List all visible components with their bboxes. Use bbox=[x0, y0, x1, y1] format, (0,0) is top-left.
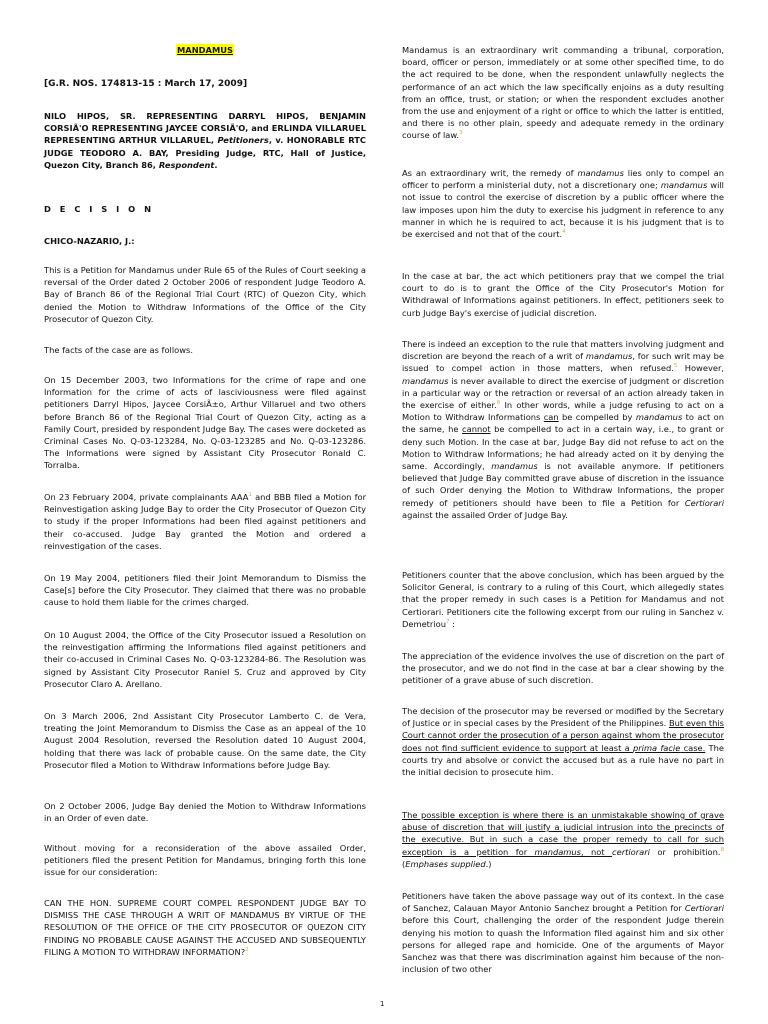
text-run: Certiorari bbox=[684, 497, 724, 508]
text-run: : bbox=[449, 618, 455, 629]
footnote-marker: 2 bbox=[245, 947, 249, 954]
doc-title: MANDAMUS bbox=[177, 45, 233, 55]
text-run: can bbox=[543, 412, 559, 423]
text-run: certiorari bbox=[612, 846, 650, 857]
text-run: or prohibition. bbox=[649, 846, 721, 857]
text-run: But even this Court cannot order the prosecution of a person against whom the prosecutor does not find sufficient evidence to support at least a bbox=[402, 718, 724, 753]
text-run: However, bbox=[677, 363, 725, 374]
text-run: NILO HIPOS, SR. REPRESENTING DARRYL HIPOS, BENJAMIN CORSIÃ'O REPRESENTING JAYCEE CORSIÃ'O, and ERLINDA VILLARUEL REPRESENTING ARTHUR VILLARUEL, bbox=[44, 111, 366, 146]
text-run: mandamus bbox=[577, 168, 624, 178]
paragraph: On 3 March 2006, 2nd Assistant City Prosecutor Lamberto C. de Vera, treating the Joint Memorandum to Dismiss the Case as an appeal of the 10 August 2004 Resolution, reversed the Resolution dated 10 August 2004, holding that there was lack of probable cause. On the same date, the City Prosecutor filed a Motion to Withdraw Informations before Judge Bay. bbox=[44, 711, 366, 770]
paragraph: On 23 February 2004, private complainants AAA$^1$ and BBB filed a Motion for Reinvestigation asking Judge Bay to order the City Prosecutor of Quezon City to study if the proper Informations had been filed against petitioners and their co-accused. Judge Bay granted the Motion and ordered a reinvestigation of the cases. bbox=[44, 492, 366, 551]
paragraph bbox=[402, 890, 724, 975]
paragraph bbox=[402, 167, 724, 240]
issue-paragraph: CAN THE HON. SUPREME COURT COMPEL RESPONDENT JUDGE BAY TO DISMISS THE CASE THROUGH A WRIT OF MANDAMUS BY VIRTUE OF THE RESOLUTION OF THE OFFICE OF THE CITY PROSECUTOR OF QUEZON CITY FINDING NO PROBABLE CAUSE AGAINST THE ACCUSED AND SUBSEQUENTLY FILING A MOTION TO WITHDRAW INFORMATION?$^2$ bbox=[44, 898, 366, 957]
text-run: The possible exception is where there is an unmistakable showing of grave abuse of discretion that will justify a judicial intrusion into the precincts of the executive. But in such a case the proper remedy to call for such exception is a petition for bbox=[402, 810, 724, 857]
text-run: mandamus bbox=[402, 375, 449, 386]
paragraph: This is a Petition for Mandamus under Rule 65 of the Rules of Court seeking a reversal of the Order dated 2 October 2006 of respondent Judge Teodoro A. Bay of Branch 86 of the Regional Trial Court (RTC) of Quezon City, which denied the Motion to Withdraw Informations of the Office of the City Prosecutor of Quezon City. bbox=[44, 265, 366, 324]
text-run: . bbox=[214, 159, 218, 170]
footnote-marker: 3 bbox=[459, 130, 463, 137]
paragraph: In the case at bar, the act which petitioners pray that we compel the trial court to do is to grant the Office of the City Prosecutor's Motion for Withdrawal of Informations against petitioners. In effect, petitioners seek to curb Judge Bay's exercise of judicial discretion. bbox=[402, 271, 724, 318]
footnote-marker: 6 bbox=[496, 400, 501, 407]
text-run: HONORABLE RTC JUDGE TEODORO A. BAY, Presiding Judge, RTC, Hall of Justice, Quezon City, Branch 86, bbox=[44, 135, 366, 170]
text-run: mandamus bbox=[635, 412, 683, 423]
text-run: to act on the same, he bbox=[402, 412, 725, 435]
paragraph: On 10 August 2004, the Office of the City Prosecutor issued a Resolution on the reinvestigation affirming the Informations filed against petitioners and their co-accused in Criminal Cases No. Q-03-123284-86. The Resolution was signed by Assistant City Prosecutor Raniel S. Cruz and approved by City Prosecutor Claro A. Arellano. bbox=[44, 630, 366, 689]
text-run: ( bbox=[402, 858, 406, 869]
text-run: .) bbox=[485, 858, 492, 869]
decision-heading: D E C I S I O N bbox=[44, 204, 155, 214]
quoted-paragraph: The appreciation of the evidence involves the use of discretion on the part of the prosecutor, and we do not find in the case at bar a clear showing by the petitioner of a grave abuse of such discretion. bbox=[402, 651, 724, 686]
text-run: In other words, while a judge refusing to act on a Motion to Withdraw Informations bbox=[402, 400, 724, 423]
text-run: The decision of the prosecutor may be reversed or modified by the Secretary of Justice or in special cases by the President of the Philippines. bbox=[402, 706, 724, 729]
text-run: lies only to compel an officer to perform a ministerial duty, not a discretionary one; bbox=[402, 168, 724, 191]
text-run: will not issue to control the exercise of discretion by a public officer where the law imposes upon him the duty to exercise his judgment in reference to any manner in which he is required to act, because it is his judgment that is to be exercised and not that of the court. bbox=[402, 180, 724, 240]
quoted-paragraph bbox=[402, 809, 724, 870]
text-run: is not available anymore. If petitioners believed that Judge Bay committed grave abuse of discretion in the issuance of such Order denying the Motion to Withdraw Informations, the proper remedy of petitioners should have been to file a Petition for bbox=[402, 461, 724, 508]
paragraph: Without moving for a reconsideration of the above assailed Order, petitioners filed the present Petition for Mandamus, bringing forth this lone issue for our consideration: bbox=[44, 843, 366, 878]
text-run: mandamus bbox=[585, 351, 633, 362]
paragraph bbox=[402, 338, 724, 521]
text-run: prima facie bbox=[632, 742, 681, 753]
text-run: Certiorari bbox=[684, 903, 724, 914]
text-run: be compelled to act in a certain way, i.e., to grant or deny such Motion. In the case at bar, Judge Bay did not refuse to act on the Motion to Withdraw Informations; he had already acted on it by denying the same. Accordingly, bbox=[402, 424, 724, 472]
page-number: 1 bbox=[380, 1000, 385, 1008]
text-run: Respondent bbox=[158, 159, 215, 170]
text-run: mandamus bbox=[491, 461, 538, 472]
text-run: Petitioners bbox=[217, 135, 269, 146]
text-run: , not bbox=[580, 846, 613, 857]
text-run: be compelled by bbox=[558, 412, 636, 423]
text-run: The courts try and absolve or convict the accused but as a rule have no part in the initial decision to prosecute him. bbox=[402, 742, 724, 778]
paragraph: The facts of the case are as follows. bbox=[44, 345, 193, 355]
footnote-marker: 8 bbox=[720, 846, 725, 853]
paragraph: On 2 October 2006, Judge Bay denied the Motion to Withdraw Informations in an Order of even date. bbox=[44, 801, 366, 824]
text-run: Emphases supplied bbox=[405, 858, 486, 869]
paragraph bbox=[402, 569, 724, 630]
parties bbox=[44, 110, 366, 171]
paragraph: Mandamus is an extraordinary writ commanding a tribunal, corporation, board, officer or person, immediately or at some other specified time, to do the act required to be done, when the respondent unlawfully neglects the performance of an act which the law specifically enjoins as a duty resulting from an office, trust, or station; or when the respondent excludes another from the use and enjoyment of a right or office to which the latter is entitled, and there is no other plain, speedy and adequate remedy in the ordinary course of law.$^3$ bbox=[402, 45, 724, 141]
footnote-marker: 7 bbox=[445, 619, 450, 626]
text-run: against the assailed Order of Judge Bay. bbox=[402, 509, 568, 520]
text-run: , for such writ may be issued to compel action in those matters, when refused. bbox=[402, 351, 725, 374]
text-run: Petitioners have taken the above passage way out of its context. In the case of Sanchez, Calauan Mayor Antonio Sanchez brought a Petition for bbox=[402, 891, 724, 914]
paragraph: On 19 May 2004, petitioners filed their Joint Memorandum to Dismiss the Case[s] before the City Prosecutor. They claimed that there was no probable cause to hold them liable for the crimes charged. bbox=[44, 573, 366, 608]
text-run: There is indeed an exception to the rule that matters involving judgment and discretion are beyond the reach of a writ of bbox=[402, 339, 724, 362]
text-run: cannot bbox=[462, 424, 491, 435]
footnote-marker: 4 bbox=[562, 229, 566, 236]
text-run: mandamus bbox=[534, 846, 581, 857]
text-run: Petitioners counter that the above conclusion, which has been argued by the Solicitor General, is contrary to a ruling of this Court, which allegedly states that the proper remedy in such cases is a Petition for Mandamus and not Certiorari. Petitioners cite the following excerpt from our ruling in Sanchez v. Demetriou bbox=[402, 570, 724, 629]
case-number: [G.R. NOS. 174813-15 : March 17, 2009] bbox=[44, 79, 248, 89]
text-run: before this Court, challenging the order of the respondent Judge therein denying his motion to quash the Information filed against him and six other persons for alleged rape and homicide. One of the arguments of Mayor Sanchez was that there was discrimination against him because of the non-inclusion of two other bbox=[402, 915, 724, 975]
text-run: is never available to direct the exercise of judgment or discretion in a particular way or the retraction or reversal of an action already taken in the exercise of either. bbox=[402, 375, 724, 411]
text-run: , v. bbox=[268, 135, 287, 146]
quoted-paragraph bbox=[402, 705, 724, 778]
paragraph: On 15 December 2003, two Informations for the crime of rape and one Information for the crime of acts of lasciviousness were filed against petitioners Darryl Hipos, Jaycee CorsiÃ±o, Arthur Villaruel and two others before Branch 86 of the Regional Trial Court of Quezon City, acting as a Family Court, presided by respondent Judge Bay. The cases were docketed as Criminal Cases No. Q-03-123284, No. Q-03-123285 and No. Q-03-123286. The Informations were signed by Assistant City Prosecutor Ronald C. Torralba. bbox=[44, 375, 366, 471]
text-run: As an extraordinary writ, the remedy of bbox=[402, 168, 578, 178]
footnote-marker: 5 bbox=[673, 363, 678, 370]
footnote-marker: 1 bbox=[248, 492, 252, 499]
text-run: mandamus bbox=[660, 180, 708, 191]
text-run: case. bbox=[680, 742, 706, 753]
ponente: CHICO-NAZARIO, J.: bbox=[44, 236, 135, 246]
